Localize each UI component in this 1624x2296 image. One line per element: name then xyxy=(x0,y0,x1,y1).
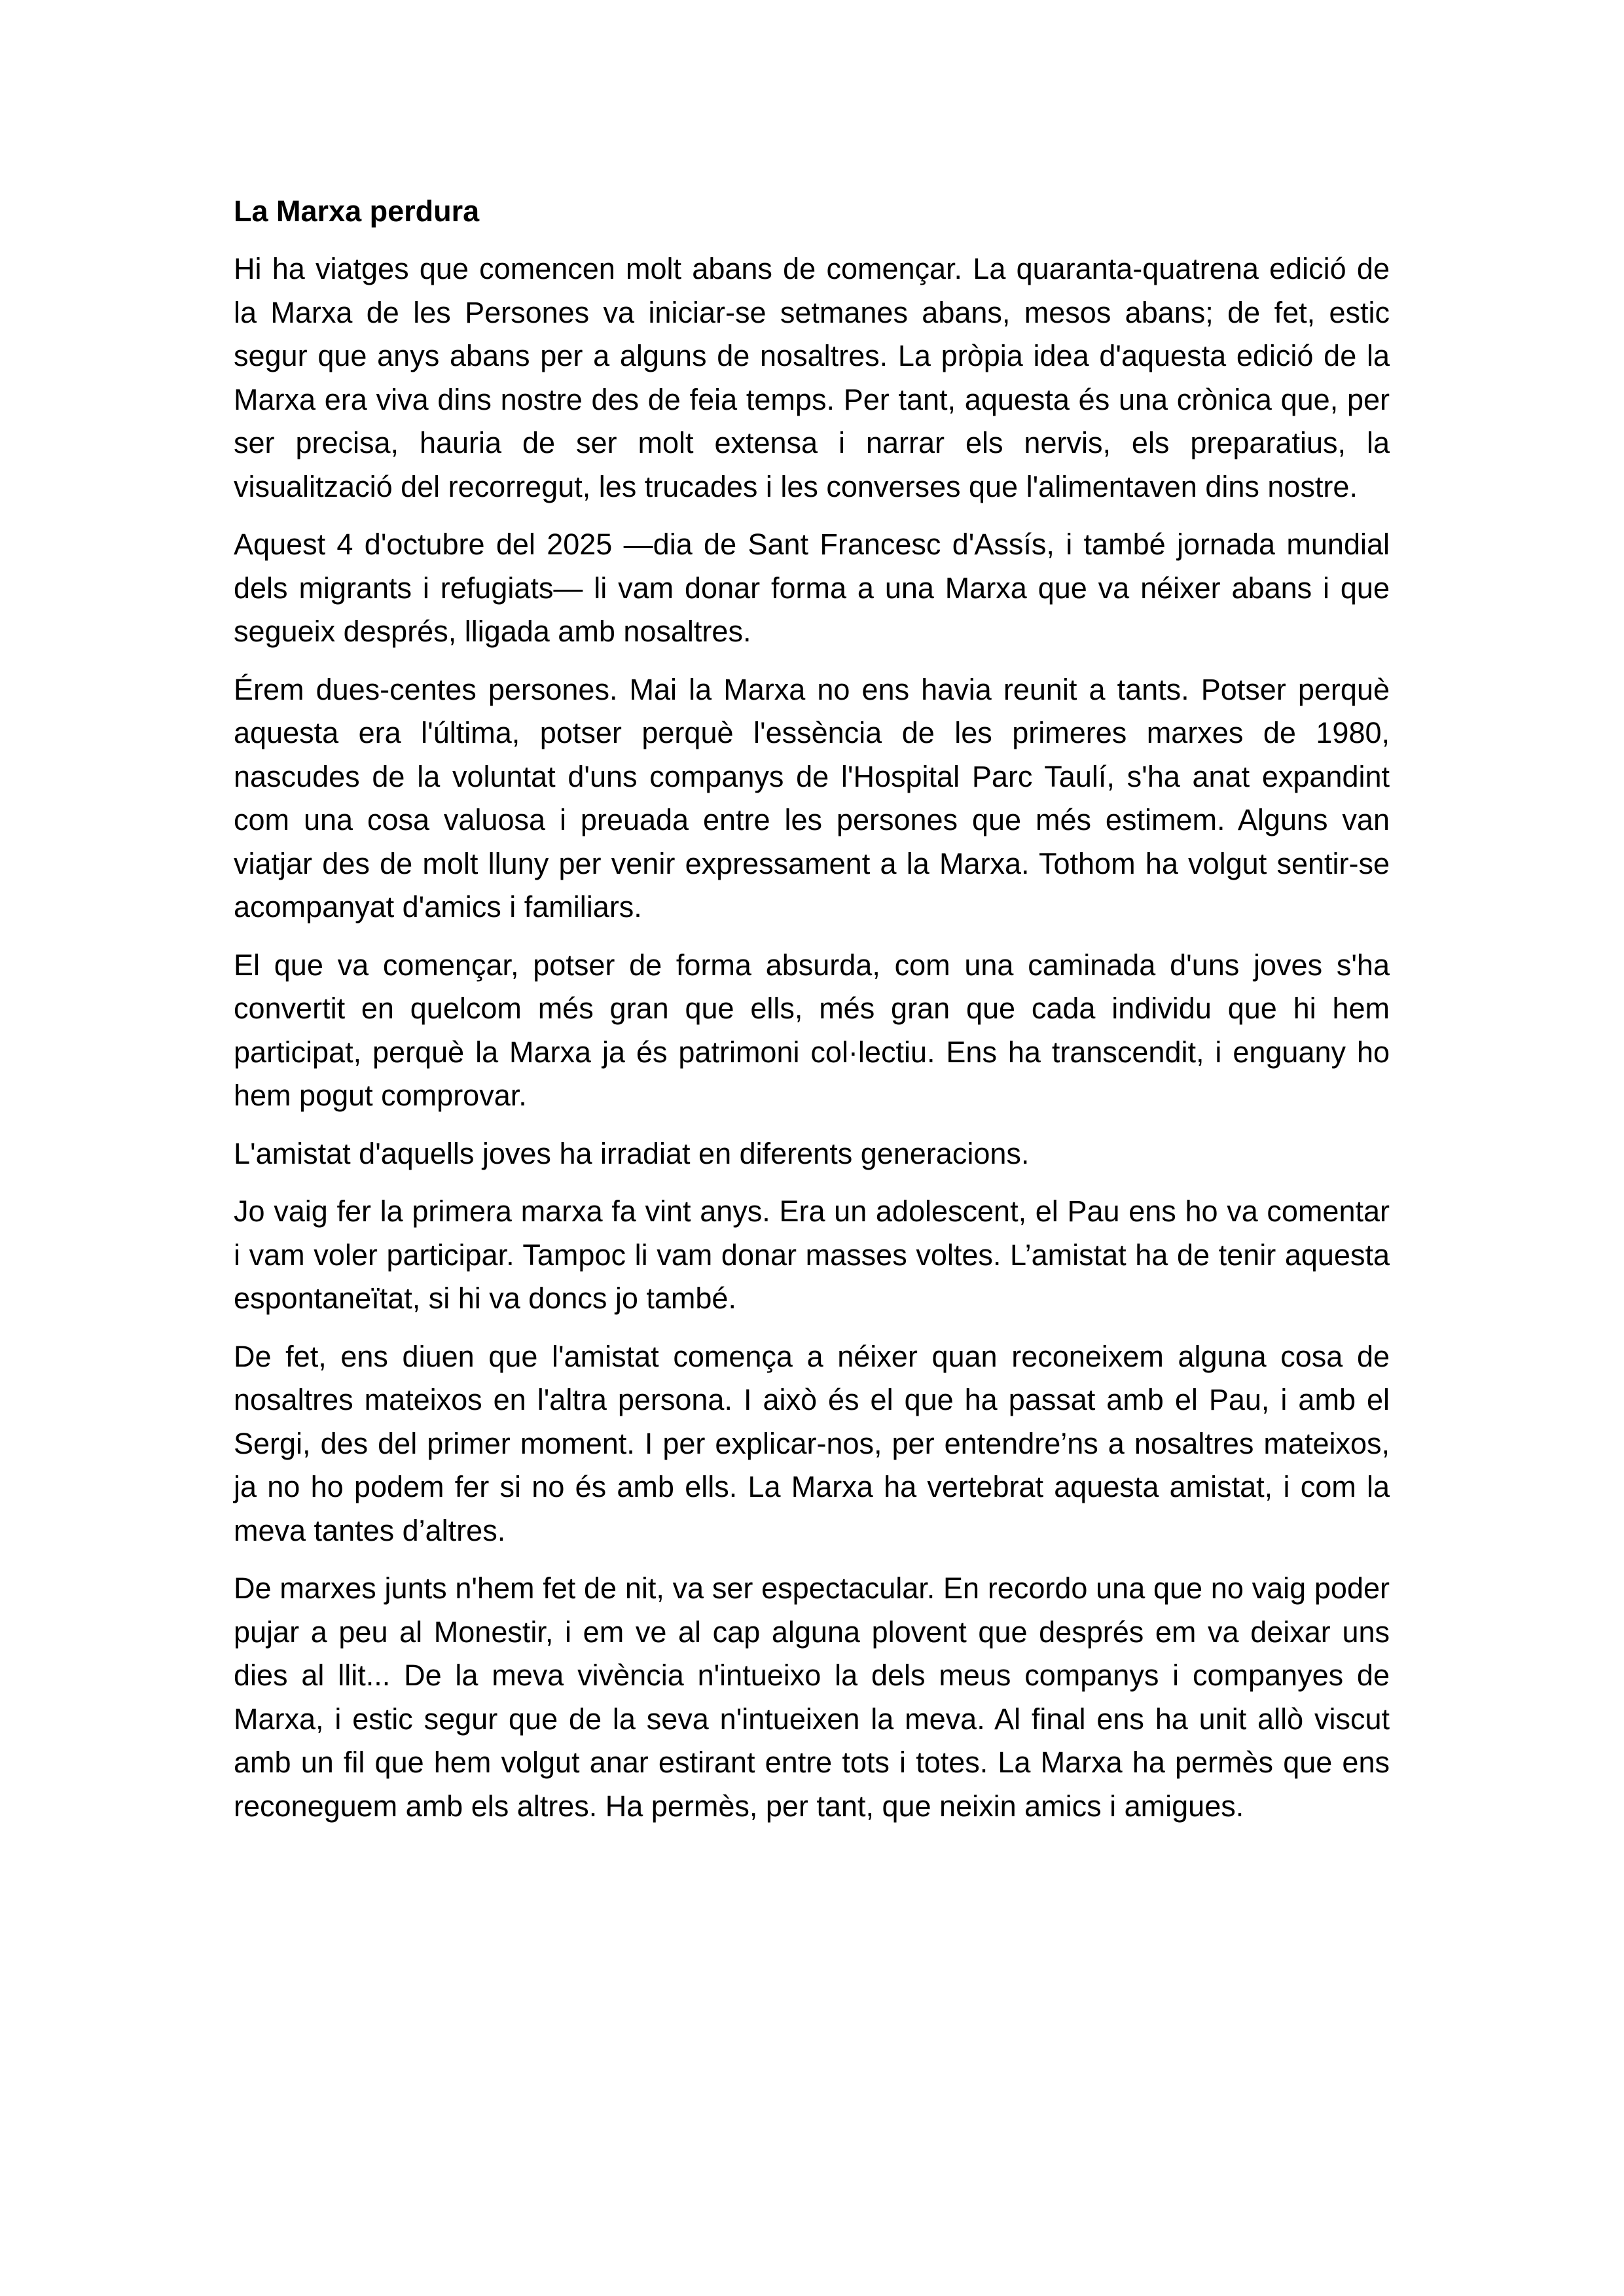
paragraph-6: Jo vaig fer la primera marxa fa vint anys. Era un adolescent, el Pau ens ho va comentar i vam voler participar. Tampoc li vam donar masses voltes. L’amistat ha de tenir aquesta espontaneïtat, si hi va doncs jo també. xyxy=(234,1194,1390,1315)
paragraph-5: L'amistat d'aquells joves ha irradiat en diferents generacions. xyxy=(234,1136,1030,1170)
paragraph-3: Érem dues-centes persones. Mai la Marxa no ens havia reunit a tants. Potser perquè aquesta era l'última, potser perquè l'essència de les primeres marxes de 1980, nascudes de la voluntat d'uns companys de l'Hospital Parc Taulí, s'ha anat expandint com una cosa valuosa i preuada entre les persones que més estimem. Alguns van viatjar des de molt lluny per venir expressament a la Marxa. Tothom ha volgut sentir-se acompanyat d'amics i familiars. xyxy=(234,672,1390,924)
paragraph-1: Hi ha viatges que comencen molt abans de començar. La quaranta-quatrena edició de la Marxa de les Persones va iniciar-se setmanes abans, mesos abans; de fet, estic segur que anys abans per a alguns de nosaltres. La pròpia idea d'aquesta edició de la Marxa era viva dins nostre des de feia temps. Per tant, aquesta és una crònica que, per ser precisa, hauria de ser molt extensa i narrar els nervis, els preparatius, la visualització del recorregut, les trucades i les converses que l'alimentaven dins nostre. xyxy=(234,252,1390,503)
paragraph-2: Aquest 4 d'octubre del 2025 —dia de Sant Francesc d'Assís, i també jornada mundial dels migrants i refugiats— li vam donar forma a una Marxa que va néixer abans i que segueix després, lligada amb nosaltres. xyxy=(234,528,1390,648)
document-title: La Marxa perdura xyxy=(234,194,480,228)
document-page xyxy=(234,190,1390,1842)
paragraph-8: De marxes junts n'hem fet de nit, va ser espectacular. En recordo una que no vaig poder pujar a peu al Monestir, i em ve al cap alguna plovent que després em va deixar uns dies al llit... De la meva vivència n'intueixo la dels meus companys i companyes de Marxa, i estic segur que de la seva n'intueixen la meva. Al final ens ha unit allò viscut amb un fil que hem volgut anar estirant entre tots i totes. La Marxa ha permès que ens reconeguem amb els altres. Ha permès, per tant, que neixin amics i amigues. xyxy=(234,1571,1390,1823)
paragraph-7: De fet, ens diuen que l'amistat comença a néixer quan reconeixem alguna cosa de nosaltres mateixos en l'altra persona. I això és el que ha passat amb el Pau, i amb el Sergi, des del primer moment. I per explicar-nos, per entendre’ns a nosaltres mateixos, ja no ho podem fer si no és amb ells. La Marxa ha vertebrat aquesta amistat, i com la meva tantes d’altres. xyxy=(234,1339,1390,1547)
paragraph-4: El que va començar, potser de forma absurda, com una caminada d'uns joves s'ha convertit en quelcom més gran que ells, més gran que cada individu que hi hem participat, perquè la Marxa ja és patrimoni col·lectiu. Ens ha transcendit, i enguany ho hem pogut comprovar. xyxy=(234,948,1390,1112)
